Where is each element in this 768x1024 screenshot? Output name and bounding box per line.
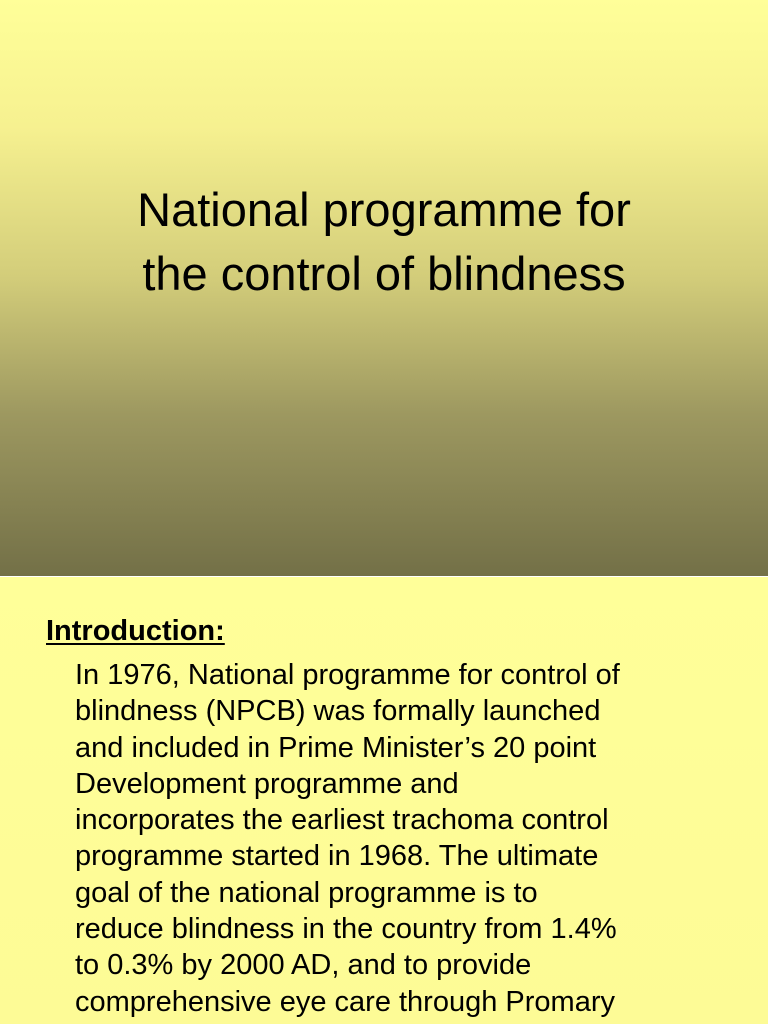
intro-paragraph	[75, 657, 725, 1020]
paragraph-line: goal of the national programme is to	[75, 876, 538, 909]
slide-title-line: the control of blindness	[142, 247, 626, 300]
paragraph-line: comprehensive eye care through Promary	[75, 985, 615, 1018]
paragraph-line: and included in Prime Minister’s 20 point	[75, 731, 597, 764]
paragraph-line: programme started in 1968. The ultimate	[75, 840, 599, 873]
paragraph-line: blindness (NPCB) was formally launched	[75, 695, 601, 728]
section-heading: Introduction:	[46, 615, 225, 647]
slide-title-line: National programme for	[137, 183, 631, 236]
paragraph-line: In 1976, National programme for control of	[75, 659, 620, 691]
paragraph-line: Development programme and	[75, 767, 459, 800]
introduction-slide	[0, 577, 768, 1024]
slide-title	[40, 178, 728, 306]
paragraph-line: to 0.3% by 2000 AD, and to provide	[75, 949, 532, 982]
paragraph-line: reduce blindness in the country from 1.4%	[75, 913, 617, 946]
paragraph-line: incorporates the earliest trachoma control	[75, 804, 609, 837]
